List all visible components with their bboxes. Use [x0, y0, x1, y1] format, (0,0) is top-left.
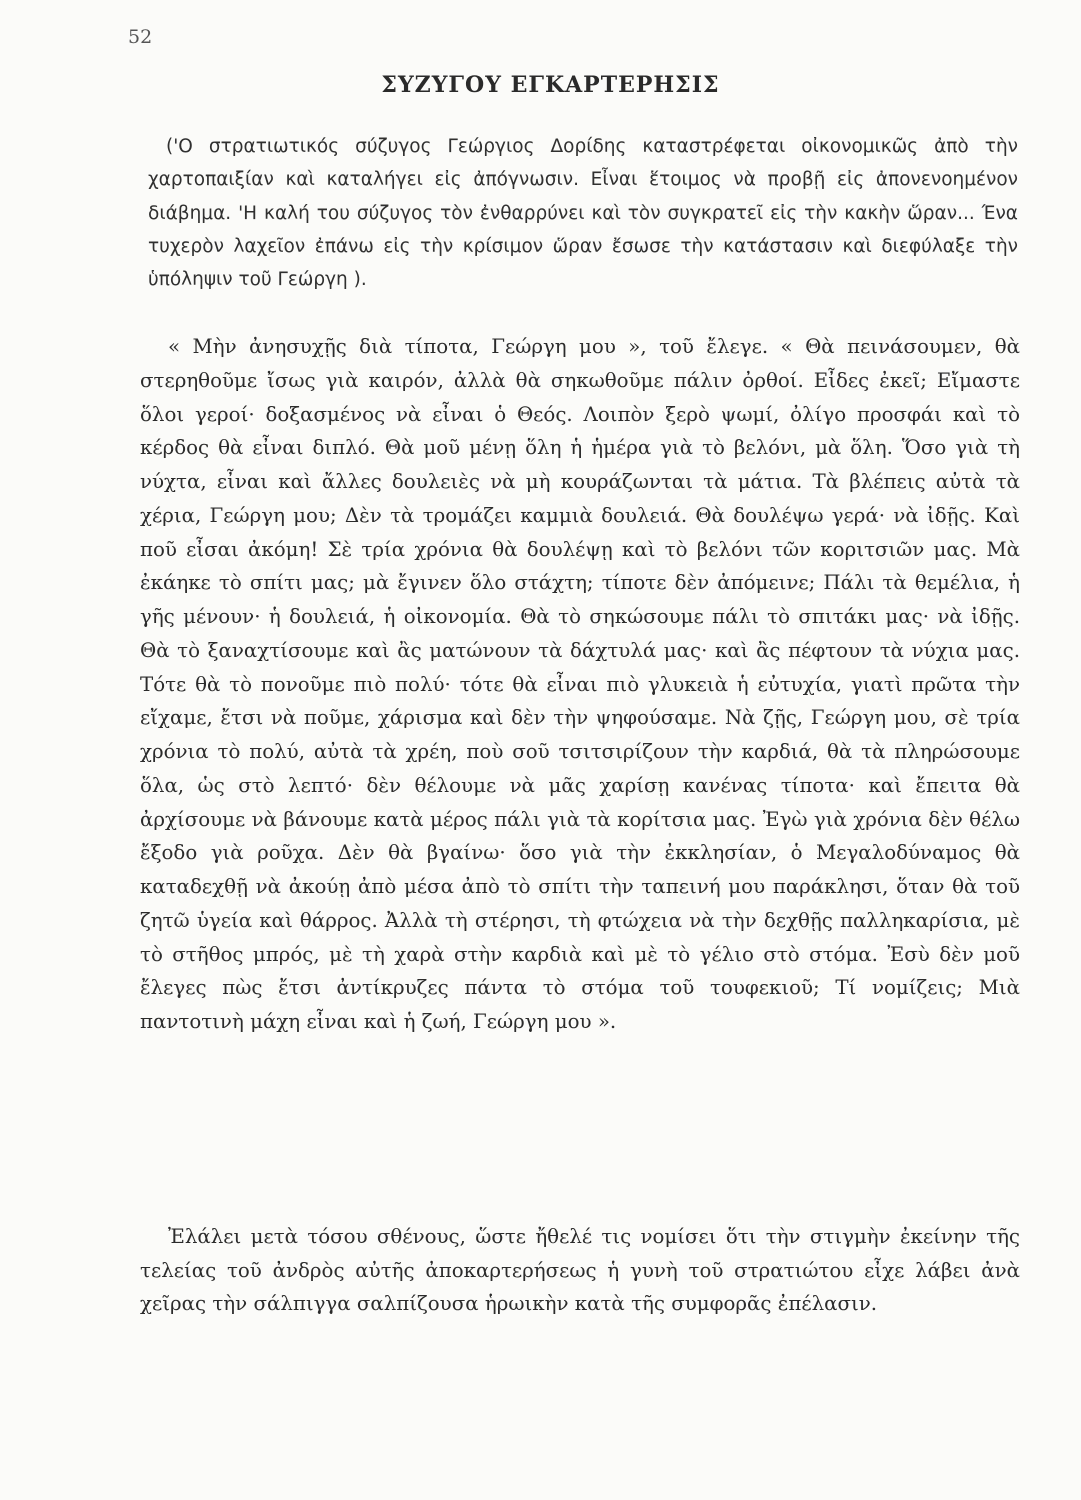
intro-paragraph: ('Ο στρατιωτικός σύζυγος Γεώργιος Δορίδης καταστρέφεται οἰκονομικῶς ἀπὸ τὴν χαρτοπαιξίαν καὶ καταλήγει εἰς ἀπόγνωσιν. Εἶναι ἕτοιμος νὰ προβῇ εἰς ἀπονενοημένον διάβημα. 'Η καλή του σύζυγος τὸν ἐνθαρρύνει καὶ τὸν συγκρατεῖ εἰς τὴν κακὴν ὥραν... Ένα τυχερὸν λαχεῖον ἐπάνω εἰς τὴν κρίσιμον ὥραν ἔσωσε τὴν κατάστασιν καὶ διεφύλαξε τὴν ὑπόληψιν τοῦ Γεώργη ).	[148, 136, 1018, 291]
page-number: 52	[128, 26, 153, 48]
main-paragraph: « Μὴν ἀνησυχῇς διὰ τίποτα, Γεώργη μου », τοῦ ἔλεγε. « Θὰ πεινάσουμεν, θὰ στερηθοῦμε ἴσως γιὰ καιρόν, ἀλλὰ θὰ σηκωθοῦμε πάλιν ὀρθοί. Εἶδες ἐκεῖ; Εἴμαστε ὅλοι γεροί· δοξασμένος νὰ εἶναι ὁ Θεός. Λοιπὸν ξερὸ ψωμί, ὀλίγο προσφάι καὶ τὸ κέρδος θὰ εἶναι διπλό. Θὰ μοῦ μένῃ ὅλη ἡ ἡμέρα γιὰ τὸ βελόνι, μὰ ὅλη. Ὅσο γιὰ τὴ νύχτα, εἶναι καὶ ἄλλες δουλειὲς νὰ μὴ κουράζωνται τὰ μάτια. Τὰ βλέπεις αὐτὰ τὰ χέρια, Γεώργη μου; Δὲν τὰ τρομάζει καμμιὰ δουλειά. Θὰ δουλέψω γερά· νὰ ἰδῇς. Καὶ ποῦ εἶσαι ἀκόμη! Σὲ τρία χρόνια θὰ δουλέψῃ καὶ τὸ βελόνι τῶν κοριτσιῶν μας. Μὰ ἐκάηκε τὸ σπίτι μας; μὰ ἔγινεν ὅλο στάχτη; τίποτε δὲν ἀπόμεινε; Πάλι τὰ θεμέλια, ἡ γῆς μένουν· ἡ δουλειά, ἡ οἰκονομία. Θὰ τὸ σηκώσουμε πάλι τὸ σπιτάκι μας· νὰ ἰδῇς. Θὰ τὸ ξαναχτίσουμε καὶ ἂς ματώνουν τὰ δάχτυλά μας· καὶ ἂς πέφτουν τὰ νύχια μας. Τότε θὰ τὸ πονοῦμε πιὸ πολύ· τότε θὰ εἶναι πιὸ γλυκειὰ ἡ εὐτυχία, γιατὶ πρῶτα τὴν εἴχαμε, ἔτσι νὰ ποῦμε, χάρισμα καὶ δὲν τὴν ψηφούσαμε. Νὰ ζῇς, Γεώργη μου, σὲ τρία χρόνια τὸ πολύ, αὐτὰ τὰ χρέη, ποὺ σοῦ τσιτσιρίζουν τὴν καρδιά, θὰ τὰ πληρώσουμε ὅλα, ὡς στὸ λεπτό· δὲν θέλουμε νὰ μᾶς χαρίσῃ κανένας τίποτα· καὶ ἔπειτα θὰ ἀρχίσουμε νὰ βάνουμε κατὰ μέρος πάλι γιὰ τὰ κορίτσια μας. Ἐγὼ γιὰ χρόνια δὲν θέλω ἔξοδο γιὰ ροῦχα. Δὲν θὰ βγαίνω· ὅσο γιὰ τὴν ἐκκλησίαν, ὁ Μεγαλοδύναμος θὰ καταδεχθῇ νὰ ἀκούῃ ἀπὸ μέσα ἀπὸ τὸ σπίτι τὴν ταπεινή μου παράκλησι, ὅταν θὰ τοῦ ζητῶ ὑγεία καὶ θάρρος. Ἀλλὰ τὴ στέρησι, τὴ φτώχεια νὰ τὴν δεχθῇς παλληκαρίσια, μὲ τὸ στῆθος μπρός, μὲ τὴ χαρὰ στὴν καρδιὰ καὶ μὲ τὸ γέλιο στὸ στόμα. Ἐσὺ δὲν μοῦ ἔλεγες πὼς ἔτσι ἀντίκρυζες πάντα τὸ στόμα τοῦ τουφεκιοῦ; Τί νομίζεις; Μιὰ παντοτινὴ μάχη εἶναι καὶ ἡ ζωή, Γεώργη μου ».	[140, 335, 1020, 1033]
chapter-title: ΣΥΖΥΓΟΥ ΕΓΚΑΡΤΕΡΗΣΙΣ	[381, 72, 720, 98]
closing-paragraph: Ἐλάλει μετὰ τόσου σθένους, ὥστε ἤθελέ τις νομίσει ὅτι τὴν στιγμὴν ἐκείνην τῆς τελείας τοῦ ἀνδρὸς αὐτῆς ἀποκαρτερήσεως ἡ γυνὴ τοῦ στρατιώτου εἶχε λάβει ἀνὰ χεῖρας τὴν σάλπιγγα σαλπίζουσα ἡρωικὴν κατὰ τῆς συμφορᾶς ἐπέλασιν.	[140, 1225, 1020, 1315]
